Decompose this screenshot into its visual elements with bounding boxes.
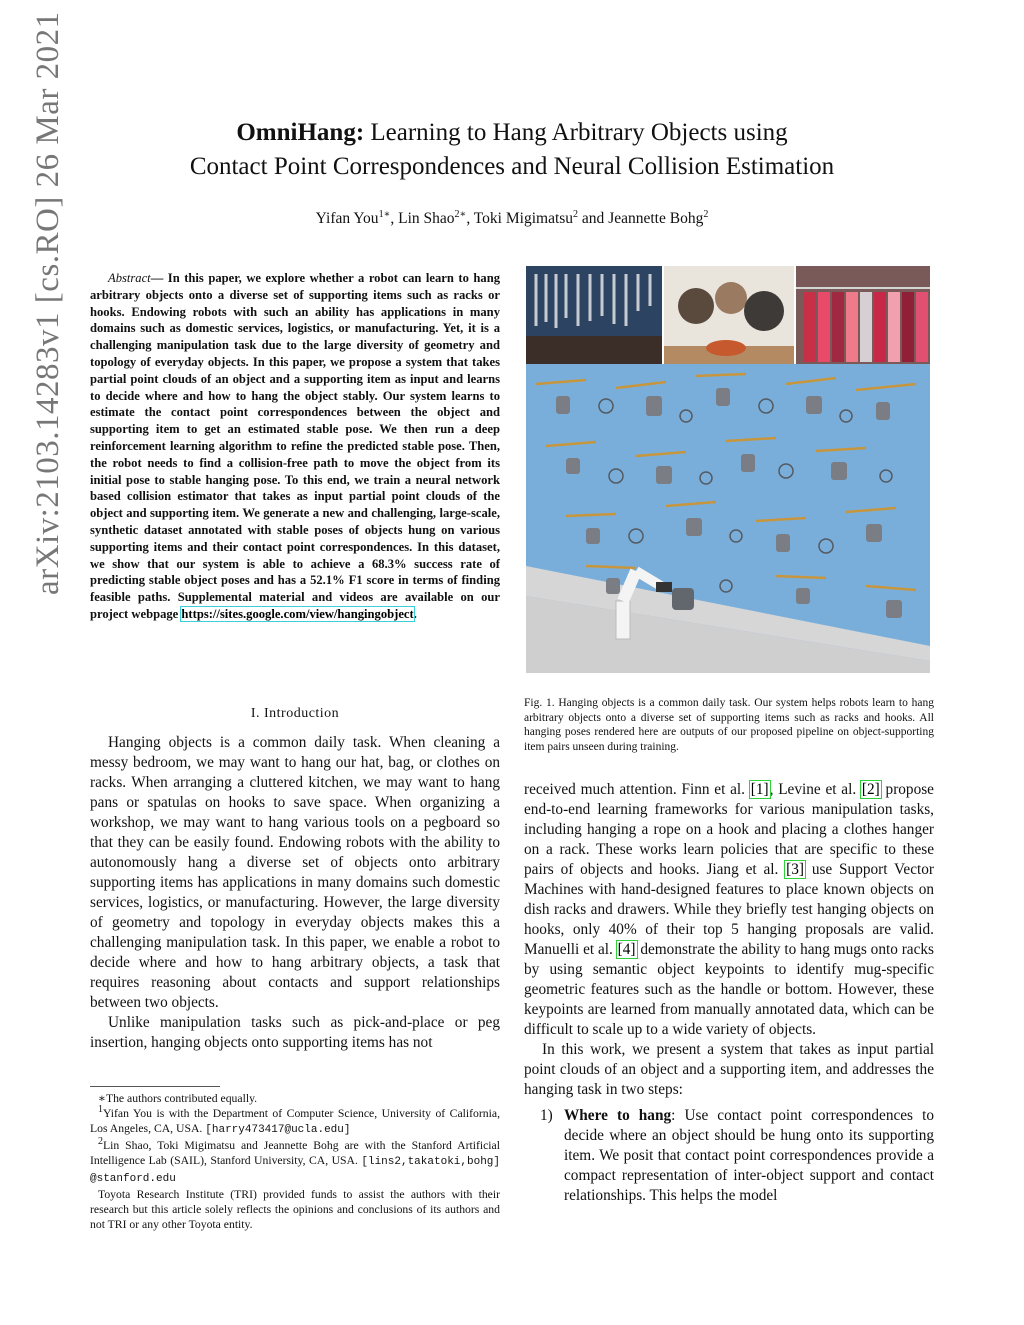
- figure-illustration: [526, 266, 930, 673]
- right-column-body: [524, 780, 934, 1206]
- citation-link[interactable]: [3]: [786, 861, 804, 878]
- section-heading-introduction: I. Introduction: [250, 706, 340, 721]
- body-text: received much attention. Finn et al.: [524, 781, 750, 798]
- intro-paragraph: Unlike manipulation tasks such as pick-and-place or peg insertion, hanging objects onto supporting items has not: [90, 1014, 500, 1051]
- abstract-end: .: [413, 606, 417, 621]
- author-conjunction: and: [581, 210, 605, 227]
- footnote-email: [lins2,takatoki,bohg] @stanford.edu: [90, 1156, 500, 1185]
- citation-link[interactable]: [1]: [750, 781, 769, 798]
- item-body: [564, 1106, 934, 1206]
- project-webpage-link[interactable]: https://sites.google.com/view/hangingobject: [181, 606, 414, 621]
- body-text: demonstrate the ability to hang mugs onto racks by using semantic object keypoints to identify mug-specific geometric features such as the handle or bottom. However, these keypoints are learned from manually annotated data, which can be difficult to scale up to a wide variety of objects.: [524, 941, 934, 1038]
- footnote-affiliation-1: [90, 1106, 500, 1138]
- author-name: Yifan You: [315, 210, 379, 227]
- footnotes: [90, 1090, 500, 1232]
- arxiv-identifier: arXiv:2103.14283v1 [cs.RO] 26 Mar 2021: [30, 11, 66, 595]
- footnote-text: Yifan You is with the Department of Computer Science, University of California, Los Angeles, CA, USA.: [90, 1107, 500, 1135]
- footnote-email: [harry473417@ucla.edu]: [205, 1124, 351, 1136]
- footnote-equal-contribution: ∗The authors contributed equally.: [98, 1092, 258, 1105]
- footnote-affiliation-2: [90, 1138, 500, 1187]
- abstract-dash: —: [150, 271, 168, 285]
- related-work-paragraph: [524, 780, 934, 1040]
- citation-link[interactable]: [4]: [617, 941, 636, 958]
- footnote-funding: Toyota Research Institute (TRI) provided funds to assist the authors with their research but this article solely reflects the opinions and conclusions of its authors and not TRI or any other Toyota entity.: [90, 1188, 500, 1231]
- introduction-body: [90, 733, 500, 1053]
- author-name: Lin Shao: [398, 210, 455, 227]
- item-text: : Use contact point correspondences to decide where an object should be hung onto its supporting item. We posit that contact point correspondences provide a compact representation of inter-object support and contact relationships. This helps the model: [564, 1107, 934, 1204]
- paper-title: [120, 116, 904, 184]
- footnote-divider: [90, 1086, 220, 1087]
- author-affiliation: 2∗: [454, 208, 467, 220]
- abstract-label: Abstract: [108, 271, 151, 285]
- body-text: use Support Vector Machines with hand-designed features to place known objects on dish racks and drawers. While they briefly test hanging objects on hooks, only 40% of their top 5 hanging proposals are valid. Manuelli et al.: [524, 861, 934, 958]
- author-name: Toki Migimatsu: [473, 210, 574, 227]
- author-affiliation: 2: [573, 208, 579, 220]
- figure-1-image: [526, 266, 930, 673]
- footnote-text: Lin Shao, Toki Migimatsu and Jeannette Bohg are with the Stanford Artificial Intelligence Lab (SAIL), Stanford University, CA, USA.: [90, 1139, 500, 1167]
- footnote-marker: 1: [98, 1104, 103, 1116]
- abstract: [90, 270, 500, 623]
- body-text: propose end-to-end learning frameworks for various manipulation tasks, including hanging a rope on a hook and placing a clothes hanger on a rack. These works learn policies that are specific to these pairs of objects and hooks. Jiang et al.: [524, 781, 934, 878]
- figure-1-caption: Fig. 1. Hanging objects is a common daily task. Our system helps robots learn to hang arbitrary objects onto a diverse set of supporting items such as racks and hooks. All hanging poses rendered here are outputs of our proposed pipeline on object-supporting item pairs unseen during training.: [524, 697, 934, 753]
- citation-link[interactable]: [2]: [861, 781, 880, 798]
- author-affiliation: 2: [703, 208, 709, 220]
- title-line2: Contact Point Correspondences and Neural Collision Estimation: [189, 153, 835, 180]
- enumerated-item: [524, 1106, 934, 1206]
- body-text: , Levine et al.: [769, 781, 861, 798]
- author-list: Yifan You$^{1∗}$, Lin Shao$^{2∗}$, Toki Migimatsu$^2$ and Jeannette Bohg$^2$: [315, 208, 709, 227]
- title-system-name: OmniHang:: [236, 119, 365, 146]
- author-affiliation: 1∗: [378, 208, 391, 220]
- title-line1: Learning to Hang Arbitrary Objects using: [364, 119, 788, 146]
- intro-paragraph: Hanging objects is a common daily task. When cleaning a messy bedroom, we may want to hang our hat, bag, or clothes on racks. When arranging a cluttered kitchen, we may want to hang pans or spatulas on hooks to save space. When organizing a workshop, we may want to hang various tools on a pegboard so that they can be easily found. Endowing robots with the ability to autonomously hang a diverse set of objects onto arbitrary supporting items has applications in many domains such domestic services, logistics, or manufacturing. However, the large diversity of geometry and topology in everyday objects makes this a challenging manipulation task. In this paper, we enable a robot to decide where and how to hang arbitrary objects, a task that requires reasoning about contacts and support relationships between two objects.: [90, 734, 500, 1011]
- footnote-marker: 2: [98, 1136, 103, 1148]
- approach-paragraph: In this work, we present a system that takes as input partial point clouds of an object and a supporting item, and addresses the hanging task in two steps:: [524, 1041, 934, 1098]
- item-title: Where to hang: [564, 1107, 672, 1124]
- author-name: Jeannette Bohg: [608, 210, 704, 227]
- item-number: 1): [540, 1107, 553, 1124]
- abstract-text: In this paper, we explore whether a robot can learn to hang arbitrary objects onto a diverse set of supporting items such as racks or hooks. Endowing robots with such an ability has applications in many domains such as domestic services, logistics, or manufacturing. Yet, it is a challenging manipulation task due to the large diversity of geometry and topology of everyday objects. In this paper, we propose a system that takes partial point clouds of an object and a supporting item as input and learns to decide where and how to hang the object stably. Our system learns to estimate the contact point correspondences between the object and supporting item to get an estimated stable pose. We then run a deep reinforcement learning algorithm to refine the predicted stable pose. Then, the robot needs to find a collision-free path to move the object from its initial pose to stable hanging pose. To this end, we train a neural network based collision estimator that takes as input partial point clouds of the object and supporting item. We generate a new and challenging, large-scale, synthetic dataset annotated with stable poses of objects hung on various supporting items and their contact point correspondences. In this dataset, we show that our system is able to achieve a 68.3% success rate of predicting stable object poses and has a 52.1% F1 score in terms of finding feasible paths. Supplemental material and videos are available on our project webpage: [90, 271, 500, 621]
